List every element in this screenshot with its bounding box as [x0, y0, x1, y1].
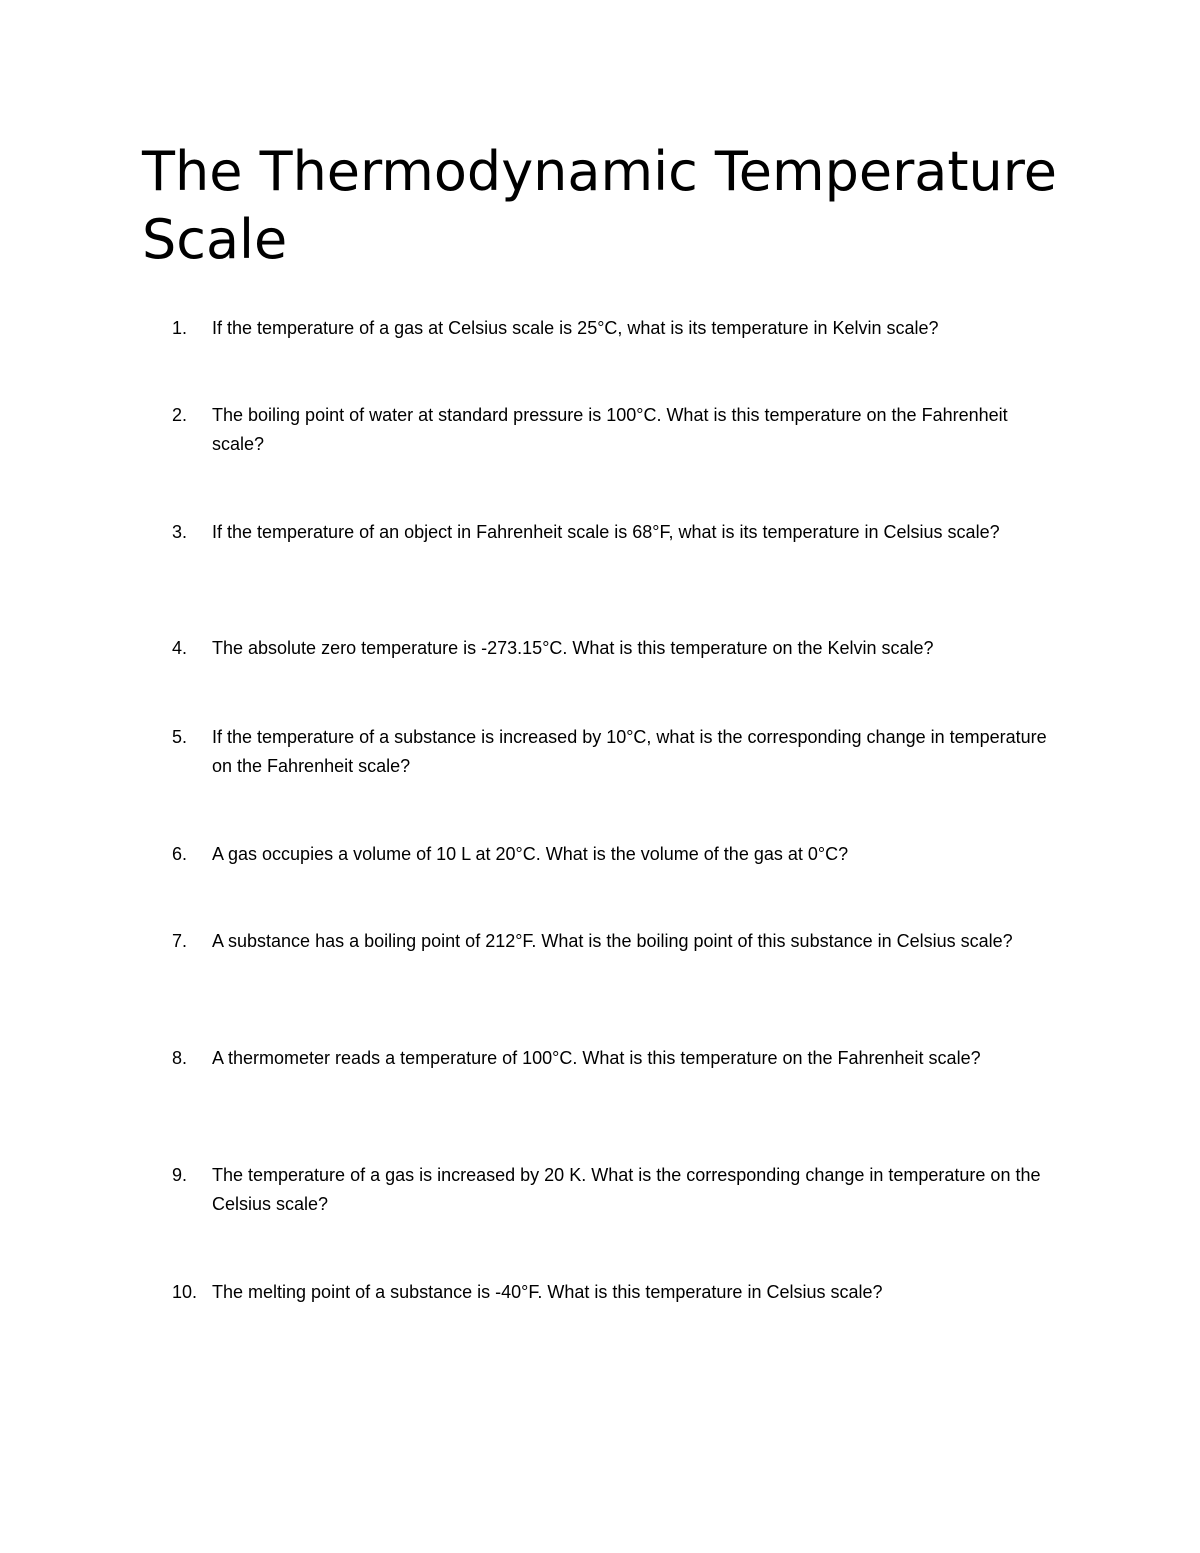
- question-number: 9.: [172, 1165, 188, 1185]
- question-item: [172, 401, 1072, 459]
- question-number: 2.: [172, 405, 188, 425]
- question-number: 7.: [172, 931, 188, 951]
- question-text: If the temperature of an object in Fahrenheit scale is 68°F, what is its temperature in Celsius scale?: [212, 522, 1000, 542]
- question-item: [172, 1278, 1072, 1307]
- question-number: 10.: [172, 1282, 198, 1302]
- question-number: 8.: [172, 1048, 188, 1068]
- question-number: 6.: [172, 844, 188, 864]
- question-number: 3.: [172, 522, 188, 542]
- question-item: [172, 518, 1072, 547]
- question-text: The absolute zero temperature is -273.15°C. What is this temperature on the Kelvin scale?: [212, 638, 934, 658]
- question-item: [172, 927, 1072, 956]
- question-item: [172, 1044, 1072, 1073]
- question-text: The temperature of a gas is increased by 20 K. What is the corresponding change in temperature on the Celsius scale?: [212, 1165, 1041, 1214]
- question-item: [172, 314, 1072, 343]
- question-item: [172, 1161, 1072, 1219]
- question-text: If the temperature of a substance is increased by 10°C, what is the corresponding change in temperature on the Fahrenheit scale?: [212, 727, 1047, 776]
- question-item: [172, 634, 1072, 663]
- question-item: [172, 723, 1072, 781]
- document-title: The Thermodynamic Temperature Scale: [142, 140, 1057, 271]
- question-text: A gas occupies a volume of 10 L at 20°C. What is the volume of the gas at 0°C?: [212, 844, 849, 864]
- question-text: A substance has a boiling point of 212°F. What is the boiling point of this substance in Celsius scale?: [212, 931, 1013, 951]
- question-text: The melting point of a substance is -40°F. What is this temperature in Celsius scale?: [212, 1282, 883, 1302]
- question-text: If the temperature of a gas at Celsius scale is 25°C, what is its temperature in Kelvin scale?: [212, 318, 939, 338]
- question-text: A thermometer reads a temperature of 100°C. What is this temperature on the Fahrenheit scale?: [212, 1048, 981, 1068]
- question-number: 1.: [172, 318, 188, 338]
- question-number: 4.: [172, 638, 188, 658]
- question-item: [172, 840, 1072, 869]
- question-number: 5.: [172, 727, 188, 747]
- question-text: The boiling point of water at standard pressure is 100°C. What is this temperature on the Fahrenheit scale?: [212, 405, 1008, 454]
